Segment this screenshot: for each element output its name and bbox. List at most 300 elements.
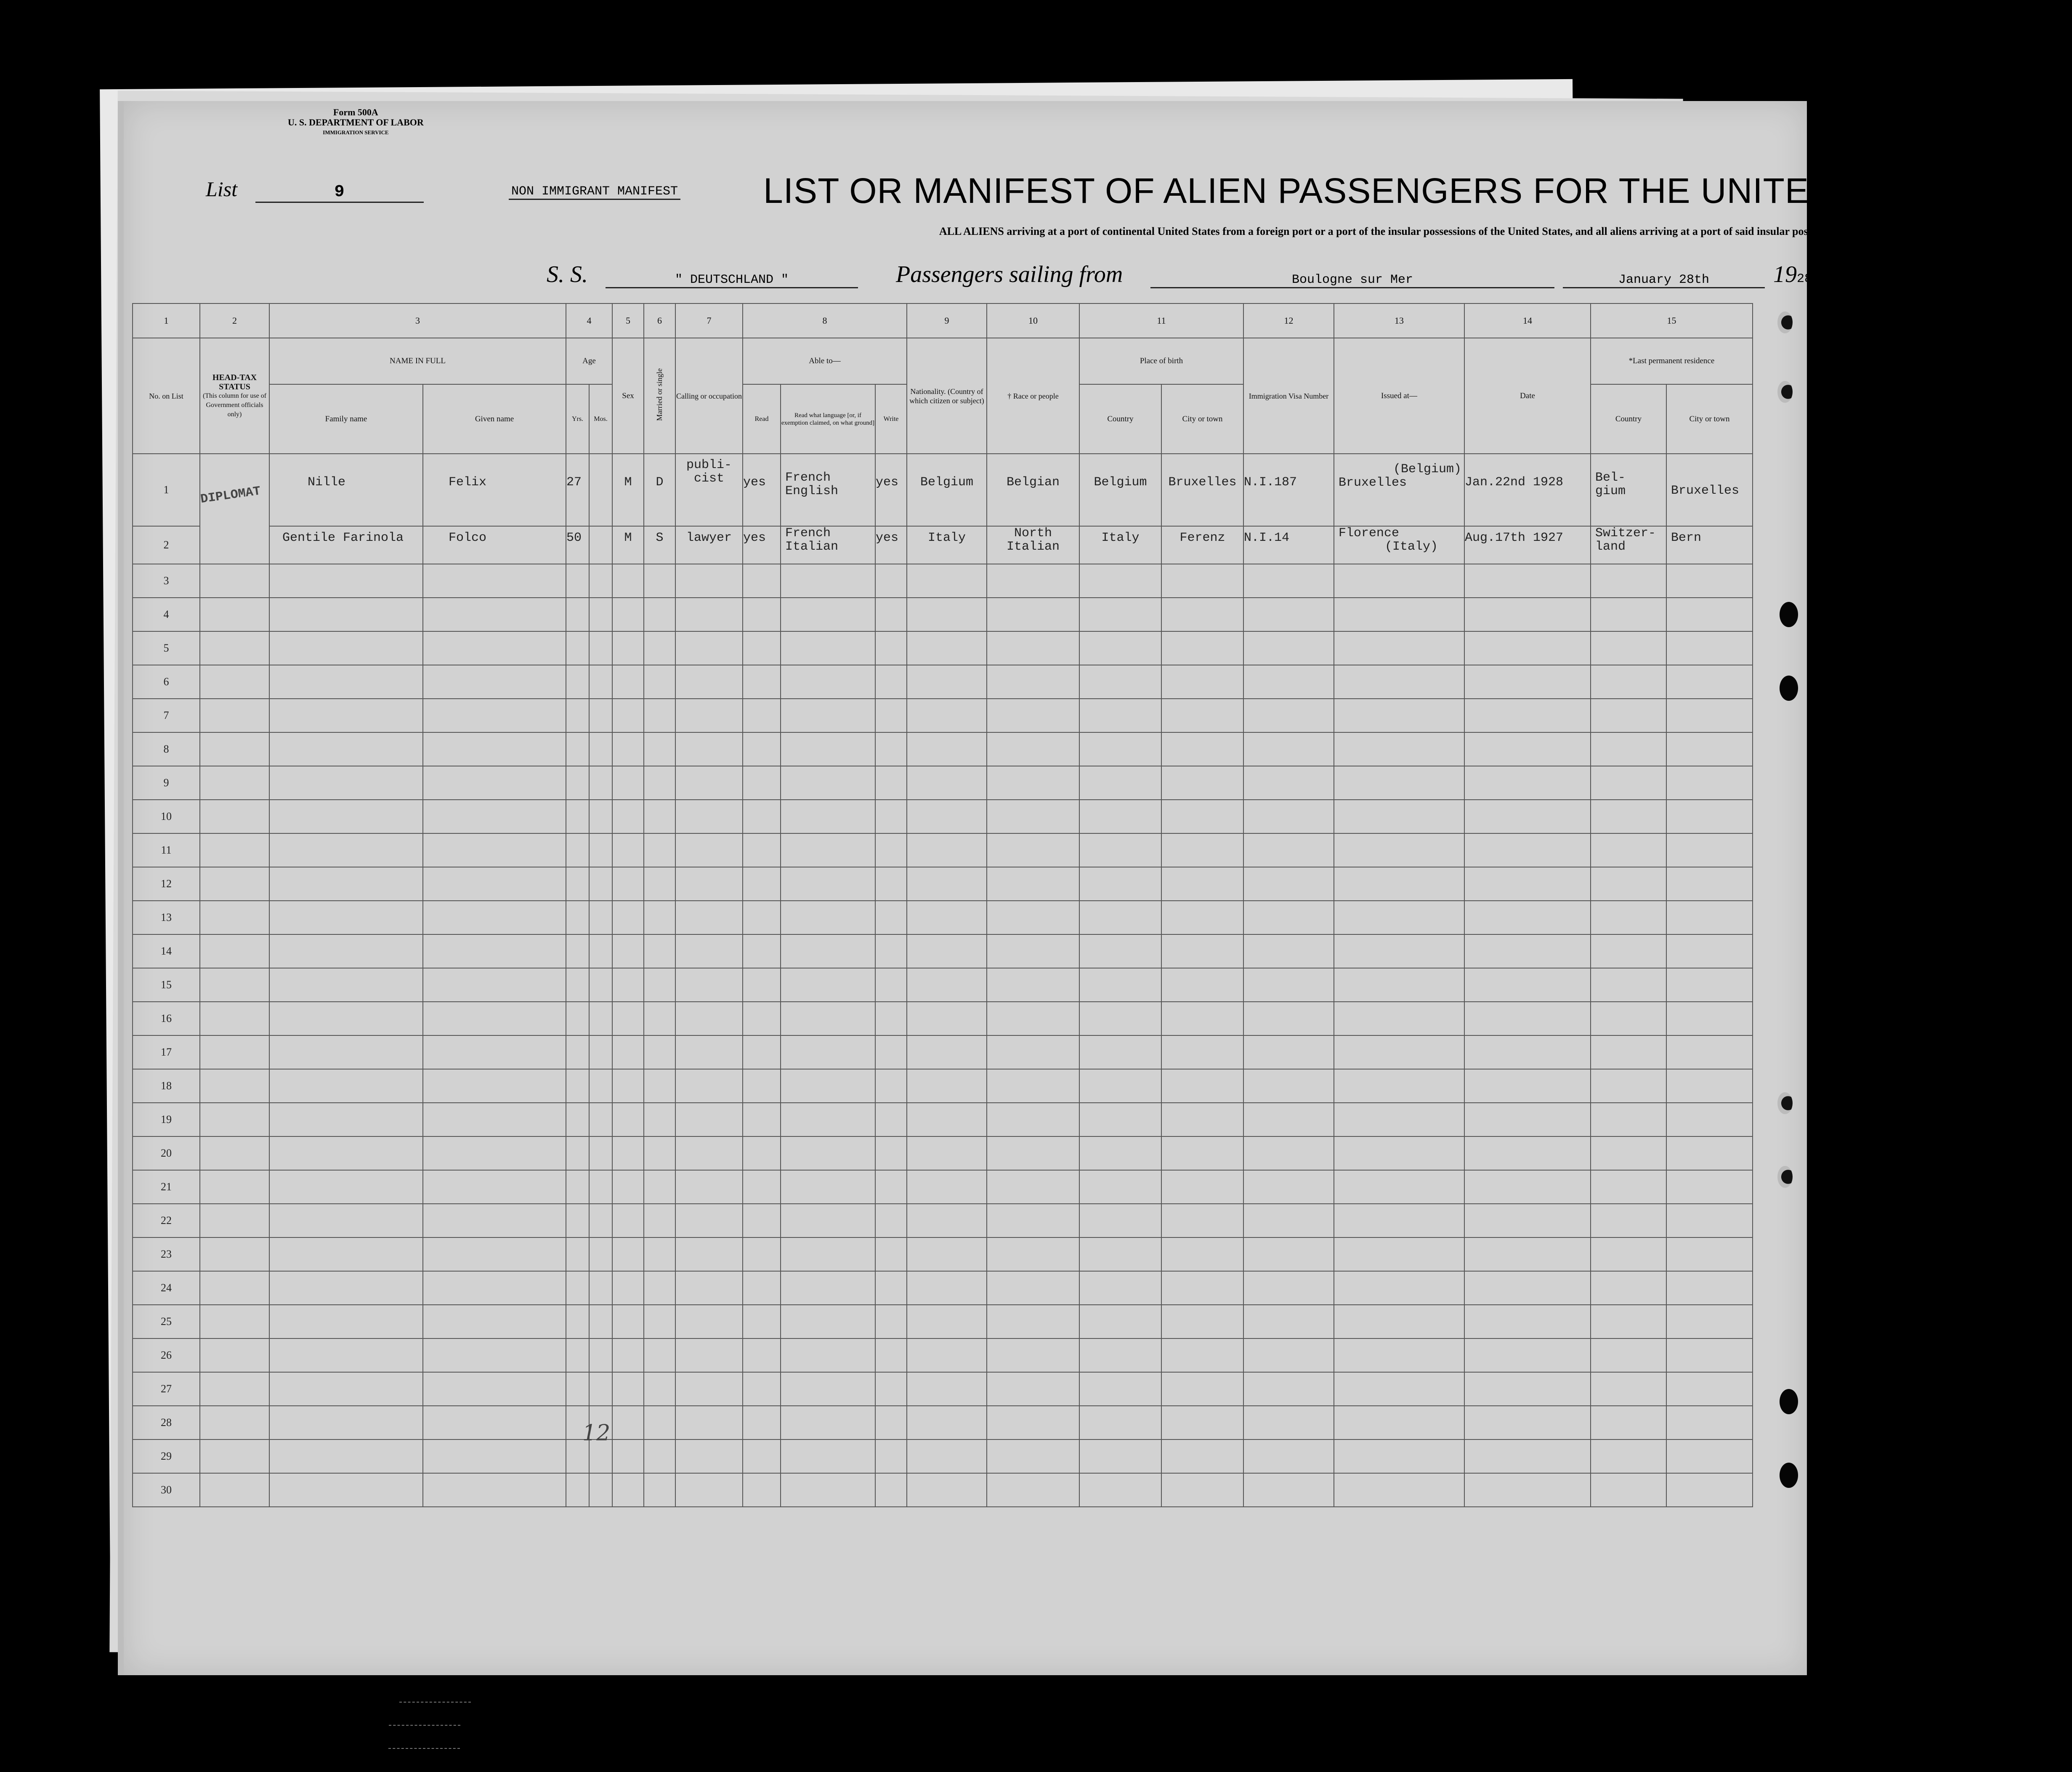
age-months-cell [589, 526, 612, 564]
empty-cell [200, 699, 269, 732]
empty-cell [907, 1035, 987, 1069]
empty-cell [987, 1035, 1079, 1069]
empty-cell [1079, 1103, 1161, 1136]
empty-cell [1464, 564, 1591, 598]
empty-cell [743, 1103, 781, 1136]
empty-cell [987, 1103, 1079, 1136]
empty-cell [1464, 732, 1591, 766]
empty-cell [1243, 732, 1334, 766]
empty-cell [781, 901, 875, 934]
empty-cell [1591, 1069, 1666, 1103]
empty-cell [1334, 1473, 1464, 1507]
empty-cell [875, 901, 907, 934]
header-write: Write [875, 384, 907, 454]
empty-cell [1161, 968, 1243, 1002]
table-row [133, 526, 1753, 564]
ss-label: S. S. [547, 261, 588, 287]
empty-cell [423, 766, 566, 800]
empty-cell [1079, 564, 1161, 598]
empty-cell [423, 1002, 566, 1035]
empty-cell [1464, 1271, 1591, 1305]
empty-cell [1334, 631, 1464, 665]
row-number: 5 [133, 631, 200, 665]
empty-cell [1079, 1271, 1161, 1305]
date-cell: Aug.17th 1927 [1464, 526, 1591, 564]
empty-cell [566, 968, 589, 1002]
visa-cell: N.I.14 [1243, 526, 1334, 564]
empty-cell [566, 766, 589, 800]
empty-cell [781, 1271, 875, 1305]
empty-cell [675, 1305, 743, 1338]
empty-cell [875, 1338, 907, 1372]
empty-cell [269, 1069, 423, 1103]
empty-cell [1161, 833, 1243, 867]
empty-cell [423, 699, 566, 732]
header-able-to: Able to— [743, 338, 907, 384]
empty-cell [1666, 699, 1753, 732]
empty-cell [423, 1035, 566, 1069]
empty-cell [743, 1237, 781, 1271]
empty-cell [1243, 1439, 1334, 1473]
empty-cell [612, 1305, 644, 1338]
empty-cell [589, 1237, 612, 1271]
empty-cell [1161, 934, 1243, 968]
empty-cell [781, 1170, 875, 1204]
empty-cell [566, 1338, 589, 1372]
empty-cell [200, 665, 269, 699]
empty-cell [743, 1204, 781, 1237]
table-row [133, 1439, 1753, 1473]
table-row [133, 1170, 1753, 1204]
language-cell [781, 454, 875, 526]
empty-cell [612, 901, 644, 934]
header-read-language: Read what language [or, if exemption claimed, on what ground] [781, 384, 875, 454]
empty-cell [612, 564, 644, 598]
empty-cell [875, 1473, 907, 1507]
table-row [133, 766, 1753, 800]
row-number: 11 [133, 833, 200, 867]
empty-cell [907, 564, 987, 598]
empty-cell [1079, 800, 1161, 833]
empty-cell [1079, 901, 1161, 934]
empty-cell [1666, 631, 1753, 665]
empty-cell [743, 867, 781, 901]
empty-cell [1243, 968, 1334, 1002]
empty-cell [269, 1103, 423, 1136]
language-line-2: English [785, 484, 839, 498]
empty-cell [200, 1305, 269, 1338]
empty-cell [675, 833, 743, 867]
empty-cell [612, 1035, 644, 1069]
empty-cell [612, 631, 644, 665]
empty-cell [907, 833, 987, 867]
empty-cell [1591, 867, 1666, 901]
empty-cell [743, 564, 781, 598]
sailing-year [1773, 261, 1812, 288]
empty-cell [200, 598, 269, 631]
row-number: 3 [133, 564, 200, 598]
empty-cell [781, 1338, 875, 1372]
empty-cell [1161, 699, 1243, 732]
empty-cell [1161, 1372, 1243, 1406]
empty-cell [1079, 665, 1161, 699]
empty-cell [1591, 1103, 1666, 1136]
empty-cell [644, 1170, 675, 1204]
empty-cell [423, 934, 566, 968]
empty-cell [1591, 1136, 1666, 1170]
header-place-of-birth: Place of birth [1079, 338, 1243, 384]
row-number: 14 [133, 934, 200, 968]
empty-cell [1079, 1305, 1161, 1338]
empty-cell [1591, 564, 1666, 598]
header-read: Read [743, 384, 781, 454]
table-row [133, 1204, 1753, 1237]
empty-cell [566, 732, 589, 766]
empty-cell [907, 1170, 987, 1204]
empty-cell [1666, 901, 1753, 934]
res-country-cell [1591, 526, 1666, 564]
empty-cell [589, 1035, 612, 1069]
empty-cell [1161, 1338, 1243, 1372]
empty-cell [269, 1372, 423, 1406]
birth-country-cell: Belgium [1079, 454, 1161, 526]
empty-cell [566, 598, 589, 631]
empty-cell [589, 934, 612, 968]
empty-cell [1243, 699, 1334, 732]
empty-cell [589, 1372, 612, 1406]
empty-cell [1161, 1204, 1243, 1237]
form-code: 14—430 [1395, 1700, 1414, 1707]
empty-cell [269, 1035, 423, 1069]
empty-cell [781, 867, 875, 901]
col-number: 13 [1334, 303, 1464, 338]
empty-cell [743, 766, 781, 800]
empty-cell [423, 1473, 566, 1507]
empty-cell [269, 1338, 423, 1372]
empty-cell [612, 699, 644, 732]
empty-cell [200, 564, 269, 598]
empty-cell [675, 564, 743, 598]
res-country-cell [1591, 454, 1666, 526]
empty-cell [1591, 901, 1666, 934]
empty-cell [612, 1271, 644, 1305]
empty-cell [200, 1136, 269, 1170]
header-nationality: Nationality. (Country of which citizen or subject) [907, 338, 987, 454]
row-number: 23 [133, 1237, 200, 1271]
table-row [133, 968, 1753, 1002]
col-number: 6 [644, 303, 675, 338]
empty-cell [1666, 1406, 1753, 1439]
empty-cell [907, 800, 987, 833]
row-number: 17 [133, 1035, 200, 1069]
empty-cell [1334, 1305, 1464, 1338]
page-title: LIST OR MANIFEST OF ALIEN PASSENGERS FOR THE UNITED [763, 171, 1835, 210]
empty-cell [1243, 867, 1334, 901]
empty-cell [1334, 833, 1464, 867]
issued-line-2: (Italy) [1385, 540, 1438, 554]
empty-cell [1464, 1170, 1591, 1204]
header-birth-country: Country [1079, 384, 1161, 454]
empty-cell [269, 934, 423, 968]
diplomat-stamp: DIPLOMAT [199, 484, 262, 507]
issued-line-1: (Belgium) [1393, 462, 1462, 476]
footnotes [948, 1684, 1302, 1707]
empty-cell [1334, 1069, 1464, 1103]
empty-cell [1334, 1271, 1464, 1305]
empty-cell [612, 1372, 644, 1406]
empty-cell [1161, 598, 1243, 631]
empty-cell [875, 699, 907, 732]
table-row [133, 699, 1753, 732]
table-row [133, 934, 1753, 968]
empty-cell [987, 564, 1079, 598]
empty-cell [269, 1406, 423, 1439]
year-prefix: 19 [1773, 261, 1797, 287]
row-number: 30 [133, 1473, 200, 1507]
footnote-residence: * Permanent residence within the meaning of this manifest shall be actual or intended residence of one year or more. [948, 1685, 1302, 1694]
empty-cell [1334, 1170, 1464, 1204]
empty-cell [743, 800, 781, 833]
empty-cell [907, 1338, 987, 1372]
empty-cell [200, 867, 269, 901]
empty-cell [743, 934, 781, 968]
sailing-date: January 28th [1563, 273, 1765, 288]
empty-cell [1591, 968, 1666, 1002]
occupation-cell: lawyer [675, 526, 743, 564]
empty-cell [1079, 1136, 1161, 1170]
empty-cell [1666, 1305, 1753, 1338]
visa-cell: N.I.187 [1243, 454, 1334, 526]
row-number: 26 [133, 1338, 200, 1372]
empty-cell [875, 833, 907, 867]
empty-cell [675, 1170, 743, 1204]
empty-cell [1243, 1372, 1334, 1406]
empty-cell [1079, 1338, 1161, 1372]
empty-cell [781, 1406, 875, 1439]
empty-cell [1079, 833, 1161, 867]
manifest-sheet [118, 101, 2072, 1751]
empty-cell [875, 564, 907, 598]
col-number: 12 [1243, 303, 1334, 338]
empty-cell [781, 598, 875, 631]
empty-cell [875, 631, 907, 665]
empty-cell [423, 867, 566, 901]
empty-cell [1334, 766, 1464, 800]
empty-cell [675, 1103, 743, 1136]
row-number: 21 [133, 1170, 200, 1204]
empty-cell [907, 1237, 987, 1271]
empty-cell [781, 1204, 875, 1237]
empty-cell [987, 1372, 1079, 1406]
sex-cell: M [612, 526, 644, 564]
married-label: Married or single [655, 368, 664, 421]
empty-cell [1161, 732, 1243, 766]
empty-cell [1464, 867, 1591, 901]
empty-cell [269, 867, 423, 901]
empty-cell [1161, 800, 1243, 833]
empty-cell [1334, 800, 1464, 833]
empty-cell [1464, 1338, 1591, 1372]
empty-cell [589, 1271, 612, 1305]
empty-cell [781, 1069, 875, 1103]
res-city-cell: Bern [1666, 526, 1753, 564]
empty-cell [875, 934, 907, 968]
row-number: 7 [133, 699, 200, 732]
empty-cell [987, 1237, 1079, 1271]
empty-cell [743, 1305, 781, 1338]
row-number: 15 [133, 968, 200, 1002]
empty-cell [1161, 1002, 1243, 1035]
empty-cell [612, 1473, 644, 1507]
empty-cell [781, 1103, 875, 1136]
empty-cell [1334, 1372, 1464, 1406]
empty-cell [644, 1338, 675, 1372]
empty-cell [875, 598, 907, 631]
empty-cell [269, 598, 423, 631]
empty-cell [781, 1473, 875, 1507]
header-age: Age [566, 338, 612, 384]
header-res-city: City or town [1666, 384, 1753, 454]
empty-cell [675, 1338, 743, 1372]
empty-cell [987, 598, 1079, 631]
empty-cell [423, 1204, 566, 1237]
empty-cell [423, 901, 566, 934]
empty-cell [644, 732, 675, 766]
empty-cell [200, 1204, 269, 1237]
empty-cell [1464, 1439, 1591, 1473]
empty-cell [1161, 564, 1243, 598]
empty-cell [644, 833, 675, 867]
empty-cell [1464, 766, 1591, 800]
empty-cell [907, 867, 987, 901]
empty-cell [987, 1338, 1079, 1372]
empty-cell [1591, 665, 1666, 699]
empty-cell [1079, 867, 1161, 901]
empty-cell [1334, 732, 1464, 766]
binder-hole [1780, 602, 1798, 627]
empty-cell [907, 766, 987, 800]
binder-hole [1780, 1463, 1798, 1488]
empty-cell [566, 1103, 589, 1136]
empty-cell [907, 631, 987, 665]
empty-cell [423, 1103, 566, 1136]
empty-cell [612, 1439, 644, 1473]
col-number: 5 [612, 303, 644, 338]
nationality-cell: Italy [907, 526, 987, 564]
empty-cell [907, 598, 987, 631]
empty-cell [566, 1372, 589, 1406]
empty-cell [200, 1237, 269, 1271]
empty-cell [1591, 1237, 1666, 1271]
empty-cell [1464, 1237, 1591, 1271]
empty-cell [423, 665, 566, 699]
empty-cell [1243, 631, 1334, 665]
empty-cell [589, 1103, 612, 1136]
empty-cell [743, 732, 781, 766]
empty-cell [1591, 1170, 1666, 1204]
empty-cell [987, 1473, 1079, 1507]
table-row [133, 1338, 1753, 1372]
empty-cell [566, 564, 589, 598]
empty-cell [269, 1271, 423, 1305]
empty-cell [907, 665, 987, 699]
header-race: † Race or people [987, 338, 1079, 454]
empty-cell [1161, 1035, 1243, 1069]
empty-cell [987, 867, 1079, 901]
empty-cell [612, 968, 644, 1002]
table-row [133, 1473, 1753, 1507]
empty-cell [1591, 699, 1666, 732]
empty-cell [566, 833, 589, 867]
empty-cell [269, 1136, 423, 1170]
row-number: 28 [133, 1406, 200, 1439]
empty-cell [781, 934, 875, 968]
form-number-block [288, 107, 424, 138]
empty-cell [644, 631, 675, 665]
empty-cell [875, 1237, 907, 1271]
empty-cell [907, 1103, 987, 1136]
empty-cell [200, 766, 269, 800]
date-cell: Jan.22nd 1928 [1464, 454, 1591, 526]
empty-cell [1334, 1338, 1464, 1372]
ship-line [124, 261, 1812, 295]
empty-cell [644, 1305, 675, 1338]
empty-cell [589, 833, 612, 867]
table-row [133, 1271, 1753, 1305]
binder-hole [1777, 311, 1793, 333]
empty-cell [644, 1439, 675, 1473]
table-row [133, 1136, 1753, 1170]
empty-cell [675, 1473, 743, 1507]
empty-cell [907, 1439, 987, 1473]
empty-cell [675, 665, 743, 699]
empty-cell [987, 766, 1079, 800]
empty-cell [269, 1305, 423, 1338]
empty-cell [1079, 1204, 1161, 1237]
empty-cell [612, 867, 644, 901]
us-citizens-label: U. S. citizens [305, 1717, 355, 1728]
empty-cell [675, 631, 743, 665]
empty-cell [675, 1439, 743, 1473]
empty-cell [566, 1069, 589, 1103]
binder-hole [1777, 1166, 1793, 1188]
empty-cell [1666, 1338, 1753, 1372]
binder-hole [1777, 1092, 1793, 1114]
empty-cell [875, 1002, 907, 1035]
empty-cell [781, 665, 875, 699]
empty-cell [987, 665, 1079, 699]
empty-cell [1161, 1069, 1243, 1103]
empty-cell [1464, 1069, 1591, 1103]
empty-cell [1666, 1103, 1753, 1136]
empty-cell [743, 1136, 781, 1170]
header-visa: Immigration Visa Number [1243, 338, 1334, 454]
empty-cell [1243, 901, 1334, 934]
totals-block [305, 1688, 471, 1757]
empty-cell [644, 1002, 675, 1035]
issued-line-2: Bruxelles [1339, 476, 1407, 490]
empty-cell [269, 1170, 423, 1204]
table-row [133, 1406, 1753, 1439]
empty-cell [875, 1439, 907, 1473]
empty-cell [1334, 564, 1464, 598]
footnote-races: † List of races will be found on the back of this sheet. [948, 1697, 1111, 1705]
empty-cell [589, 1069, 612, 1103]
empty-cell [1243, 833, 1334, 867]
empty-cell [1464, 699, 1591, 732]
empty-cell [1334, 968, 1464, 1002]
read-cell: yes [743, 526, 781, 564]
